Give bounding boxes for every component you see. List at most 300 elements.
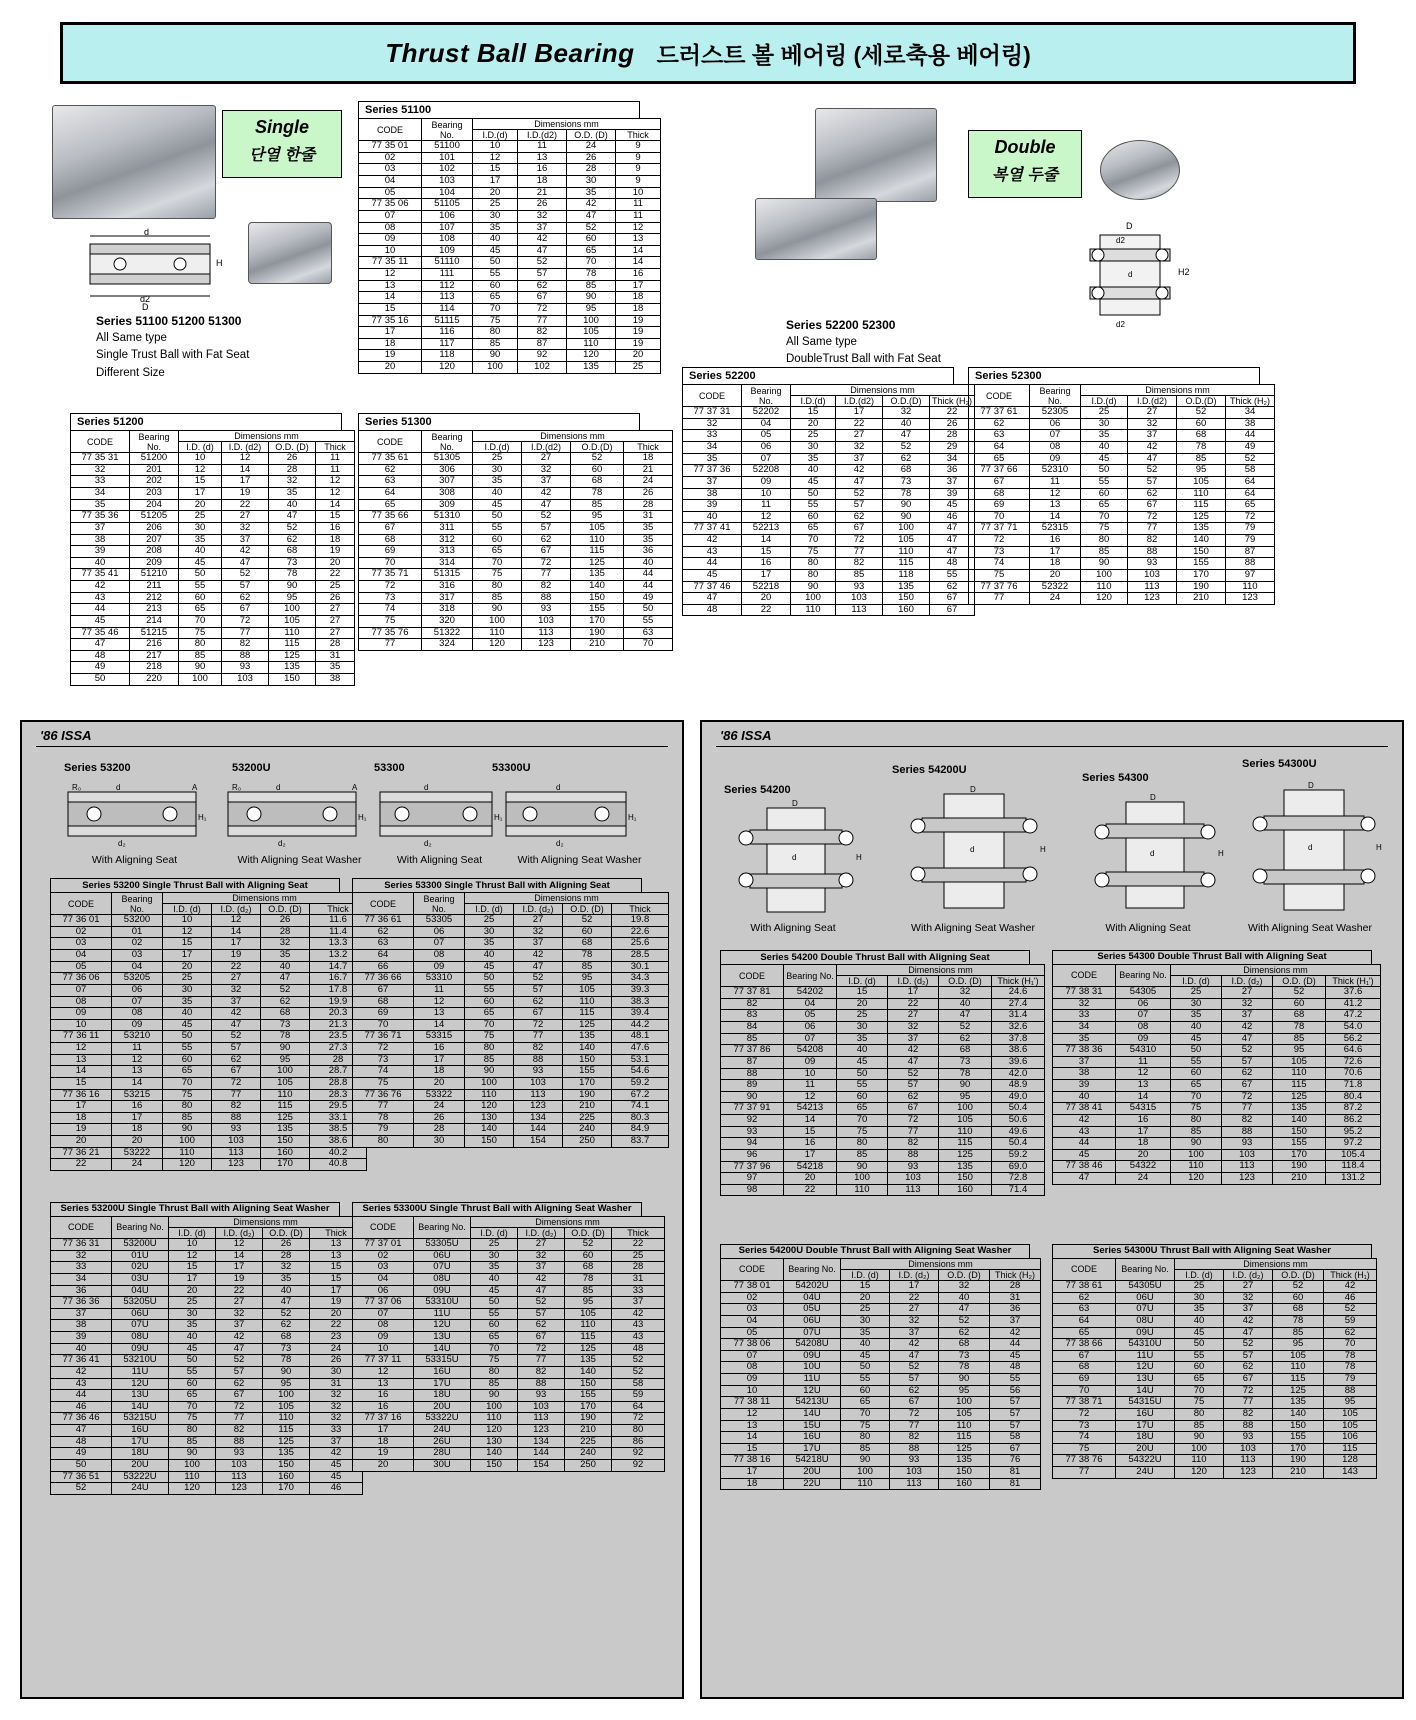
table-row: 72 16 80 82 140 47.6 <box>353 1043 669 1055</box>
table-row: 77 36 76 53322 110 113 190 67.2 <box>353 1089 669 1101</box>
table-53300-title: Series 53300 Single Thrust Ball with Aligning Seat <box>352 878 642 892</box>
table-row: 77 37 31 52202 15 17 32 22 <box>683 407 975 419</box>
title-english: Thrust Ball Bearing <box>385 37 635 68</box>
single-bearing-photo <box>52 105 216 219</box>
svg-text:d: d <box>792 853 797 862</box>
table-54300: CODE Bearing No. Dimensions mm I.D. (d) I.D. (d₂) O.D. (D) Thick (H₁') 77 38 31 54305 25 27 52 37.6 32 06 30 32 60 41.2 33 07 35 37 68 47.2 34 08 40 42 78 54.0 35 09 45 47 85 56.2 77 38 36 54310 50 52 95 64.6 37 11 55 57 105 72.6 38 12 60 62 110 70.6 39 13 65 67 115 71.8 40 14 70 72 125 80.4 77 38 41 54315 75 77 135 87.2 42 16 80 82 140 86.2 43 17 85 88 150 95.2 44 18 90 93 155 97.2 45 20 100 103 170 105.4 77 38 46 54322 110 113 190 118.4 47 24 120 123 210 131.2 <box>1052 964 1381 1185</box>
diagram-caption-4: With Aligning Seat Washer <box>517 854 642 866</box>
svg-text:d: d <box>1150 849 1155 858</box>
table-row: 98 22 110 113 160 71.4 <box>721 1184 1045 1196</box>
table-row: 04 08U 40 42 78 31 <box>353 1273 665 1285</box>
diagram-label-53300u: 53300U <box>492 762 531 774</box>
svg-text:d: d <box>424 783 429 792</box>
svg-text:d2: d2 <box>1116 320 1125 329</box>
table-row: 77 35 11 51110 50 52 70 14 <box>359 257 661 269</box>
table-row: 07 11U 55 57 105 42 <box>353 1308 665 1320</box>
table-54200u-wrap <box>720 1244 1041 1490</box>
svg-text:H₁: H₁ <box>358 813 367 822</box>
single-section-diagram <box>80 227 230 312</box>
table-54200u-title: Series 54200U Double Thrust Ball with Aligning Seat Washer <box>720 1244 1030 1258</box>
svg-text:d: d <box>144 227 150 237</box>
table-53200-wrap <box>50 878 367 1171</box>
table-row: 70 14 70 72 125 44.2 <box>353 1019 669 1031</box>
table-row: 52 24U 120 123 170 46 <box>51 1483 363 1495</box>
page-title <box>60 22 1356 84</box>
table-row: 66 09 45 47 85 30.1 <box>353 961 669 973</box>
table-54300-wrap <box>1052 950 1381 1185</box>
table-row: 63 07 35 37 68 44 <box>969 430 1275 442</box>
table-row: 05 104 20 21 35 10 <box>359 187 661 199</box>
table-row: 38 12 60 62 110 70.6 <box>1053 1068 1381 1080</box>
table-51100-title: Series 51100 <box>358 101 640 118</box>
table-row: 47 20 100 103 150 67 <box>683 593 975 605</box>
right-caption: Series 52200 52300 All Same type DoubleTrust Ball with Fat Seat <box>786 318 941 366</box>
table-row: 62 06 30 32 60 38 <box>969 418 1275 430</box>
table-row: 14 113 65 67 90 18 <box>359 292 661 304</box>
table-row: 77 37 86 54208 40 42 68 38.6 <box>721 1045 1045 1057</box>
table-row: 40 209 45 47 73 20 <box>71 557 355 569</box>
table-row: 14 13 65 67 100 28.7 <box>51 1066 367 1078</box>
table-row: 74 318 90 93 155 50 <box>359 604 673 616</box>
table-row: 74 18 90 93 155 88 <box>969 558 1275 570</box>
table-row: 19 118 90 92 120 20 <box>359 350 661 362</box>
table-row: 78 26 130 134 225 80.3 <box>353 1112 669 1124</box>
table-row: 67 11 55 57 105 39.3 <box>353 984 669 996</box>
table-row: 34 08 40 42 78 54.0 <box>1053 1021 1381 1033</box>
table-row: 17 16 80 82 115 29.5 <box>51 1101 367 1113</box>
table-row: 13 17U 85 88 150 58 <box>353 1378 665 1390</box>
table-row: 77 35 71 51315 75 77 135 44 <box>359 569 673 581</box>
table-row: 77 37 11 53315U 75 77 135 52 <box>353 1355 665 1367</box>
table-row: 22 24 120 123 170 40.8 <box>51 1159 367 1171</box>
table-52300-wrap <box>968 366 1275 605</box>
table-row: 06 09U 45 47 85 33 <box>353 1285 665 1297</box>
diagram-caption-1: With Aligning Seat <box>91 854 178 866</box>
table-row: 77 36 11 53210 50 52 78 23.5 <box>51 1031 367 1043</box>
table-row: 10 12U 60 62 95 56 <box>721 1385 1041 1397</box>
table-row: 34 06 30 32 52 29 <box>683 442 975 454</box>
table-row: 77 38 31 54305 25 27 52 37.6 <box>1053 987 1381 999</box>
table-row: 18 22U 110 113 160 81 <box>721 1478 1041 1490</box>
table-row: 43 15 75 77 110 47 <box>683 546 975 558</box>
table-row: 44 213 65 67 100 27 <box>71 604 355 616</box>
table-row: 72 316 80 82 140 44 <box>359 581 673 593</box>
table-51300-title: Series 51300 <box>358 413 640 430</box>
table-row: 65 09 45 47 85 52 <box>969 453 1275 465</box>
diagram-53200u <box>220 780 370 850</box>
table-row: 39 13 65 67 115 71.8 <box>1053 1080 1381 1092</box>
table-53200u: CODE Bearing No. Dimensions mm I.D. (d) I.D. (d₂) O.D. (D) Thick 77 36 31 53200U 10 12 26 13 32 01U 12 14 28 13 33 02U 15 17 32 15 34 03U 17 19 35 15 36 04U 20 22 40 17 77 36 36 53205U 25 27 47 19 37 06U 30 32 52 20 38 07U 35 37 62 22 39 08U 40 42 68 23 40 09U 45 47 73 24 77 36 41 53210U 50 52 78 26 42 11U 55 57 90 30 43 12U 60 62 95 31 44 13U 65 67 100 32 46 14U 70 72 105 32 77 36 46 53215U 75 77 110 32 47 16U 80 82 115 33 48 17U 85 88 125 37 49 18U 90 93 135 42 50 20U 100 103 150 45 77 36 51 53222U 110 113 160 45 52 24U 120 123 170 46 <box>50 1216 363 1495</box>
table-row: 13 12 60 62 95 28 <box>51 1054 367 1066</box>
table-row: 19 28U 140 144 240 92 <box>353 1448 665 1460</box>
table-row: 35 09 45 47 85 56.2 <box>1053 1033 1381 1045</box>
left-caption: Series 51100 51200 51300 All Same type Single Trust Ball with Fat Seat Different Size <box>96 314 250 379</box>
table-row: 02 06U 30 32 60 25 <box>353 1250 665 1262</box>
table-row: 34 203 17 19 35 12 <box>71 488 355 500</box>
table-row: 08 107 35 37 52 12 <box>359 222 661 234</box>
table-row: 45 17 80 85 118 55 <box>683 569 975 581</box>
table-row: 77 35 31 51200 10 12 26 11 <box>71 453 355 465</box>
table-row: 33 07 35 37 68 47.2 <box>1053 1010 1381 1022</box>
diagram-label-54200: Series 54200 <box>724 784 791 796</box>
table-row: 42 14 70 72 105 47 <box>683 535 975 547</box>
table-row: 77 38 01 54202U 15 17 32 28 <box>721 1281 1041 1293</box>
table-row: 14 16U 80 82 115 58 <box>721 1432 1041 1444</box>
table-row: 49 218 90 93 135 35 <box>71 662 355 674</box>
diagram-caption-r4: With Aligning Seat Washer <box>1248 922 1372 934</box>
table-row: 67 11 55 57 105 64 <box>969 476 1275 488</box>
svg-text:H: H <box>216 258 223 268</box>
svg-text:d2: d2 <box>140 294 151 304</box>
table-53300u-title: Series 53300U Single Thrust Ball with Aligning Seat Washer <box>352 1202 642 1216</box>
table-row: 68 12 60 62 110 38.3 <box>353 996 669 1008</box>
svg-text:d: d <box>556 783 561 792</box>
table-row: 77 37 01 53305U 25 27 52 22 <box>353 1239 665 1251</box>
table-row: 77 36 36 53205U 25 27 47 19 <box>51 1297 363 1309</box>
table-row: 77 37 76 52322 110 113 190 110 <box>969 581 1275 593</box>
table-row: 18 117 85 87 110 19 <box>359 338 661 350</box>
table-row: 73 17 85 88 150 53.1 <box>353 1054 669 1066</box>
table-row: 67 311 55 57 105 35 <box>359 522 673 534</box>
table-row: 04 103 17 18 30 9 <box>359 176 661 188</box>
table-row: 65 309 45 47 85 28 <box>359 499 673 511</box>
table-row: 77 36 21 53222 110 113 160 40.2 <box>51 1147 367 1159</box>
table-row: 38 207 35 37 62 18 <box>71 534 355 546</box>
table-row: 77 36 06 53205 25 27 47 16.7 <box>51 973 367 985</box>
table-52200-title: Series 52200 <box>682 367 954 384</box>
double-bearing-photo <box>815 108 937 202</box>
table-row: 75 320 100 103 170 55 <box>359 615 673 627</box>
table-row: 15 17U 85 88 125 67 <box>721 1443 1041 1455</box>
diagram-label-54200u: Series 54200U <box>892 764 967 776</box>
table-row: 77 38 11 54213U 65 67 100 57 <box>721 1397 1041 1409</box>
table-row: 83 05 25 27 47 31.4 <box>721 1010 1045 1022</box>
table-row: 77 38 66 54310U 50 52 95 70 <box>1053 1339 1377 1351</box>
table-52200-wrap <box>682 366 975 616</box>
double-bearing-photo-3 <box>1100 140 1180 200</box>
svg-text:A: A <box>192 783 198 792</box>
svg-text:A: A <box>352 783 358 792</box>
table-row: 65 09U 45 47 85 62 <box>1053 1327 1377 1339</box>
table-53300-wrap <box>352 878 669 1148</box>
diagram-caption-2: With Aligning Seat Washer <box>237 854 362 866</box>
table-row: 19 18 90 93 135 38.5 <box>51 1124 367 1136</box>
table-row: 48 17U 85 88 125 37 <box>51 1436 363 1448</box>
table-row: 44 13U 65 67 100 32 <box>51 1390 363 1402</box>
table-row: 72 16 80 82 140 79 <box>969 535 1275 547</box>
svg-text:H: H <box>1376 843 1382 852</box>
table-54300-title: Series 54300 Double Thrust Ball with Aligning Seat <box>1052 950 1372 964</box>
table-row: 77 36 01 53200 10 12 26 11.6 <box>51 915 367 927</box>
table-row: 75 20 100 103 170 59.2 <box>353 1077 669 1089</box>
double-bearing-photo-2 <box>755 198 877 260</box>
table-row: 38 07U 35 37 62 22 <box>51 1320 363 1332</box>
table-row: 32 01U 12 14 28 13 <box>51 1250 363 1262</box>
table-row: 39 11 55 57 90 45 <box>683 500 975 512</box>
table-row: 12 14U 70 72 105 57 <box>721 1408 1041 1420</box>
diagram-53300 <box>374 780 502 850</box>
table-row: 63 07 35 37 68 25.6 <box>353 938 669 950</box>
table-row: 40 09U 45 47 73 24 <box>51 1343 363 1355</box>
table-row: 77 36 46 53215U 75 77 110 32 <box>51 1413 363 1425</box>
diagram-53200 <box>60 780 210 850</box>
table-row: 49 18U 90 93 135 42 <box>51 1448 363 1460</box>
table-52300: CODE Bearing No. Dimensions mm I.D.(d) I.D.(d2) O.D.(D) Thick (H₂) 77 37 61 52305 25 27 52 34 62 06 30 32 60 38 63 07 35 37 68 44 64 08 40 42 78 49 65 09 45 47 85 52 77 37 66 52310 50 52 95 58 67 11 55 57 105 64 68 12 60 62 110 64 69 13 65 67 115 65 70 14 70 72 125 72 77 37 71 52315 75 77 135 79 72 16 80 82 140 79 73 17 85 88 150 87 74 18 90 93 155 88 75 20 100 103 170 97 77 37 76 52322 110 113 190 110 77 24 120 123 210 123 <box>968 384 1275 605</box>
svg-text:D: D <box>792 799 798 808</box>
table-row: 68 12U 60 62 110 78 <box>1053 1362 1377 1374</box>
table-row: 44 16 80 82 115 48 <box>683 558 975 570</box>
table-row: 68 312 60 62 110 35 <box>359 534 673 546</box>
table-row: 94 16 80 82 115 50.4 <box>721 1138 1045 1150</box>
table-row: 37 11 55 57 105 72.6 <box>1053 1056 1381 1068</box>
table-row: 12 16U 80 82 140 52 <box>353 1366 665 1378</box>
diagram-caption-3: With Aligning Seat <box>396 854 483 866</box>
table-row: 05 04 20 22 40 14.7 <box>51 961 367 973</box>
diagram-54200 <box>722 800 872 920</box>
table-row: 03 07U 35 37 68 28 <box>353 1262 665 1274</box>
svg-text:d: d <box>1128 270 1133 279</box>
svg-text:d₂: d₂ <box>278 839 286 848</box>
table-row: 77 24U 120 123 210 143 <box>1053 1467 1377 1479</box>
table-54200u: CODE Bearing No. Dimensions mm I.D. (d) I.D. (d₂) O.D. (D) Thick (H₂) 77 38 01 54202U 15 17 32 28 02 04U 20 22 40 31 03 05U 25 27 47 36 04 06U 30 32 52 37 05 07U 35 37 62 42 77 38 06 54208U 40 42 68 44 07 09U 45 47 73 45 08 10U 50 52 78 48 09 11U 55 57 90 55 10 12U 60 62 95 56 77 38 11 54213U 65 67 100 57 12 14U 70 72 105 57 13 15U 75 77 110 57 14 16U 80 82 115 58 15 17U 85 88 125 67 77 38 16 54218U 90 93 135 76 17 20U 100 103 150 81 18 22U 110 113 160 81 <box>720 1258 1041 1490</box>
table-row: 69 13 65 67 115 65 <box>969 500 1275 512</box>
table-row: 36 04U 20 22 40 17 <box>51 1285 363 1297</box>
table-54200-title: Series 54200 Double Thrust Ball with Aligning Seat <box>720 950 1030 964</box>
table-row: 10 109 45 47 65 14 <box>359 245 661 257</box>
table-row: 12 111 55 57 78 16 <box>359 269 661 281</box>
table-row: 64 08 40 42 78 49 <box>969 442 1275 454</box>
table-54300u-title: Series 54300U Thrust Ball with Aligning Seat Washer <box>1052 1244 1372 1258</box>
table-row: 77 38 16 54218U 90 93 135 76 <box>721 1455 1041 1467</box>
diagram-caption-r1: With Aligning Seat <box>750 922 836 934</box>
table-row: 82 04 20 22 40 27.4 <box>721 998 1045 1010</box>
table-row: 85 07 35 37 62 37.8 <box>721 1033 1045 1045</box>
table-row: 02 01 12 14 28 11.4 <box>51 926 367 938</box>
table-row: 05 07U 35 37 62 42 <box>721 1327 1041 1339</box>
svg-text:H₁: H₁ <box>494 813 503 822</box>
diagram-label-53200: Series 53200 <box>64 762 131 774</box>
table-row: 32 06 30 32 60 41.2 <box>1053 998 1381 1010</box>
table-row: 48 217 85 88 125 31 <box>71 650 355 662</box>
table-52300-title: Series 52300 <box>968 367 1260 384</box>
single-label: Single 단열 한줄 <box>222 110 342 178</box>
table-row: 33 05 25 27 47 28 <box>683 430 975 442</box>
table-row: 87 09 45 47 73 39.6 <box>721 1056 1045 1068</box>
table-row: 75 20 100 103 170 97 <box>969 569 1275 581</box>
issa-panel-right: '86 ISSA Series 54200 Series 54200U Series 54300 Series 54300U D d H D d H D d H D d H With Aligning Seat With Aligning Seat Washer With Aligning Seat With Aligning Seat Washer Series 54200 Double Thrust Ball with Aligning Seat CODE Bearing No. Dimensions mm I.D. (d) I.D. (d₂) O.D. (D) Thick (H₁') 77 37 81 54202 15 17 32 24.6 82 04 20 22 40 27.4 83 05 25 27 47 31.4 84 06 30 32 52 32.6 85 07 35 37 62 37.8 77 37 86 54208 40 42 68 38.6 87 09 45 47 73 39.6 88 10 50 52 78 42.0 89 11 55 57 90 48.9 90 12 60 62 95 49.0 77 37 91 54213 65 67 100 50.4 92 14 70 72 105 50.6 93 15 75 77 110 49.6 94 16 80 82 115 50.4 96 17 85 88 125 59.2 77 37 96 54218 90 93 135 69.0 97 20 100 103 150 72.8 98 22 110 113 160 71.4 Series 54300 Double Thrust Ball with Aligning Seat CODE Bearing No. Dimensions mm I.D. (d) I.D. (d₂) O.D. (D) Thick (H₁') 77 38 31 54305 25 27 52 37.6 32 06 30 32 60 41.2 33 07 35 37 68 47.2 34 08 40 42 78 54.0 35 09 45 47 85 56.2 77 38 36 54310 50 52 95 64.6 37 11 55 57 105 72.6 38 12 60 62 110 70.6 39 13 65 67 115 71.8 40 14 70 72 125 80.4 77 38 41 54315 75 77 135 87.2 42 16 80 82 140 86.2 43 17 85 88 150 95.2 44 18 90 93 155 97.2 45 20 100 103 170 105.4 77 38 46 54322 110 113 190 118.4 47 24 120 123 210 131.2 Series 54200U Double Thrust Ball with Aligning Seat Washer CODE Bearing No. Dimensions mm I.D. (d) I.D. (d₂) O.D. (D) Thick (H₂) 77 38 01 54202U 15 17 32 28 02 04U 20 22 40 31 03 05U 25 27 47 36 04 06U 30 32 52 37 05 07U 35 37 62 42 77 38 06 54208U 40 42 68 44 07 09U 45 47 73 45 08 10U 50 52 78 48 09 11U 55 57 90 55 10 12U 60 62 95 56 77 38 11 54213U 65 67 100 57 12 14U 70 72 105 57 13 15U 75 77 110 57 14 16U 80 82 115 58 15 17U 85 88 125 67 77 38 16 54218U 90 93 135 76 17 20U 100 103 150 81 18 22U 110 113 160 81 Series 54300U Thrust Ball with Aligning Seat Washer CODE Bearing No. Dimensions mm I.D. (d) I.D. (d₂) O.D. (D) Thick (H₁) 77 38 61 54305U 25 27 52 42 62 06U 30 32 60 46 63 07U 35 37 68 52 64 08U 40 42 78 59 65 09U 45 47 85 62 77 38 66 54310U 50 52 95 70 67 11U 55 57 105 78 68 12U 60 62 110 78 69 13U 65 67 115 79 70 14U 70 72 125 88 77 38 71 54315U 75 77 135 95 72 16U 80 82 140 105 73 17U 85 88 150 105 74 18U 90 93 155 106 75 20U 100 103 170 115 77 38 76 54322U 110 113 190 128 77 24U 120 123 210 143 <box>700 720 1404 1699</box>
diagram-54300u <box>1238 780 1388 920</box>
table-row: 08 07 35 37 62 19.9 <box>51 996 367 1008</box>
title-korean: 드러스트 볼 베어링 (세로축용 베어링) <box>656 41 1031 68</box>
table-row: 32 04 20 22 40 26 <box>683 418 975 430</box>
issa-panel-left: '86 ISSA Series 53200 53200U 53300 53300U R₀ d A d₂ H₁ R₀ d A d₂ H₁ d d₂ H₁ d d₂ H₁ With Aligning Seat With Aligning Seat Washer With Aligning Seat With Aligning Seat Washer Series 53200 Single Thrust Ball with Aligning Seat CODE Bearing No. Dimensions mm I.D. (d) I.D. (d₂) O.D. (D) Thick 77 36 01 53200 10 12 26 11.6 02 01 12 14 28 11.4 03 02 15 17 32 13.3 04 03 17 19 35 13.2 05 04 20 22 40 14.7 77 36 06 53205 25 27 47 16.7 07 06 30 32 52 17.8 08 07 35 37 62 19.9 09 08 40 42 68 20.3 10 09 45 47 73 21.3 77 36 11 53210 50 52 78 23.5 12 11 55 57 90 27.3 13 12 60 62 95 28 14 13 65 67 100 28.7 15 14 70 72 105 28.8 77 36 16 53215 75 77 110 28.3 17 16 80 82 115 29.5 18 17 85 88 125 33.1 19 18 90 93 135 38.5 20 20 100 103 150 38.6 77 36 21 53222 110 113 160 40.2 22 24 120 123 170 40.8 Series 53300 Single Thrust Ball with Aligning Seat CODE Bearing No. Dimensions mm I.D. (d) I.D. (d₂) O.D. (D) Thick 77 36 61 53305 25 27 52 19.8 62 06 30 32 60 22.6 63 07 35 37 68 25.6 64 08 40 42 78 28.5 66 09 45 47 85 30.1 77 36 66 53310 50 52 95 34.3 67 11 55 57 105 39.3 68 12 60 62 110 38.3 69 13 65 67 115 39.4 70 14 70 72 125 44.2 77 36 71 53315 75 77 135 48.1 72 16 80 82 140 47.6 73 17 85 88 150 53.1 74 18 90 93 155 54.6 75 20 100 103 170 59.2 77 36 76 53322 110 113 190 67.2 77 24 120 123 210 74.1 78 26 130 134 225 80.3 79 28 140 144 240 84.9 80 30 150 154 250 83.7 Series 53200U Single Thrust Ball with Aligning Seat Washer CODE Bearing No. Dimensions mm I.D. (d) I.D. (d₂) O.D. (D) Thick 77 36 31 53200U 10 12 26 13 32 01U 12 14 28 13 33 02U 15 17 32 15 34 03U 17 19 35 15 36 04U 20 22 40 17 77 36 36 53205U 25 27 47 19 37 06U 30 32 52 20 38 07U 35 37 62 22 39 08U 40 42 68 23 40 09U 45 47 73 24 77 36 41 53210U 50 52 78 26 42 11U 55 57 90 30 43 12U 60 62 95 31 44 13U 65 67 100 32 46 14U 70 72 105 32 77 36 46 53215U 75 77 110 32 47 16U 80 82 115 33 48 17U 85 88 125 37 49 18U 90 93 135 42 50 20U 100 103 150 45 77 36 51 53222U 110 113 160 45 52 24U 120 123 170 46 Series 53300U Single Thrust Ball with Aligning Seat Washer CODE Bearing No. Dimensions mm I.D. (d) I.D. (d₂) O.D. (D) Thick 77 37 01 53305U 25 27 52 22 02 06U 30 32 60 25 03 07U 35 37 68 28 04 08U 40 42 78 31 06 09U 45 47 85 33 77 37 06 53310U 50 52 95 37 07 11U 55 57 105 42 08 12U 60 62 110 43 09 13U 65 67 115 43 10 14U 70 72 125 48 77 37 11 53315U 75 77 135 52 12 16U 80 82 140 52 13 17U 85 88 150 58 16 18U 90 93 155 59 16 20U 100 103 170 64 77 37 16 53322U 110 113 190 72 17 24U 120 123 210 80 18 26U 130 134 225 86 19 28U 140 144 240 92 20 30U 150 154 250 92 <box>20 720 684 1699</box>
diagram-54200u <box>892 784 1057 919</box>
table-51300-wrap <box>358 412 673 651</box>
table-row: 20 120 100 102 135 25 <box>359 362 661 374</box>
table-row: 88 10 50 52 78 42.0 <box>721 1068 1045 1080</box>
table-row: 32 201 12 14 28 11 <box>71 464 355 476</box>
table-row: 77 37 66 52310 50 52 95 58 <box>969 465 1275 477</box>
table-row: 38 10 50 52 78 39 <box>683 488 975 500</box>
table-row: 74 18 90 93 155 54.6 <box>353 1066 669 1078</box>
table-row: 33 202 15 17 32 12 <box>71 476 355 488</box>
diagram-label-54300: Series 54300 <box>1082 772 1149 784</box>
table-row: 77 35 16 51115 75 77 100 19 <box>359 315 661 327</box>
table-row: 09 11U 55 57 90 55 <box>721 1374 1041 1386</box>
table-row: 62 06U 30 32 60 46 <box>1053 1292 1377 1304</box>
table-row: 77 37 36 52208 40 42 68 36 <box>683 465 975 477</box>
diagram-53300u <box>500 780 638 850</box>
table-row: 92 14 70 72 105 50.6 <box>721 1115 1045 1127</box>
table-row: 46 14U 70 72 105 32 <box>51 1401 363 1413</box>
table-row: 43 212 60 62 95 26 <box>71 592 355 604</box>
table-row: 77 36 16 53215 75 77 110 28.3 <box>51 1089 367 1101</box>
table-row: 77 35 01 51100 10 11 24 9 <box>359 141 661 153</box>
table-row: 07 06 30 32 52 17.8 <box>51 984 367 996</box>
table-row: 77 38 36 54310 50 52 95 64.6 <box>1053 1045 1381 1057</box>
table-row: 73 17U 85 88 150 105 <box>1053 1420 1377 1432</box>
table-row: 42 16 80 82 140 86.2 <box>1053 1114 1381 1126</box>
table-51100-wrap <box>358 100 661 374</box>
table-row: 62 306 30 32 60 21 <box>359 464 673 476</box>
table-54200-wrap <box>720 950 1045 1196</box>
table-row: 73 317 85 88 150 49 <box>359 592 673 604</box>
table-row: 77 37 81 54202 15 17 32 24.6 <box>721 987 1045 999</box>
table-53200: CODE Bearing No. Dimensions mm I.D. (d) I.D. (d₂) O.D. (D) Thick 77 36 01 53200 10 12 26 11.6 02 01 12 14 28 11.4 03 02 15 17 32 13.3 04 03 17 19 35 13.2 05 04 20 22 40 14.7 77 36 06 53205 25 27 47 16.7 07 06 30 32 52 17.8 08 07 35 37 62 19.9 09 08 40 42 68 20.3 10 09 45 47 73 21.3 77 36 11 53210 50 52 78 23.5 12 11 55 57 90 27.3 13 12 60 62 95 28 14 13 65 67 100 28.7 15 14 70 72 105 28.8 77 36 16 53215 75 77 110 28.3 17 16 80 82 115 29.5 18 17 85 88 125 33.1 19 18 90 93 135 38.5 20 20 100 103 150 38.6 77 36 21 53222 110 113 160 40.2 22 24 120 123 170 40.8 <box>50 892 367 1171</box>
table-53200u-wrap <box>50 1202 363 1495</box>
table-row: 96 17 85 88 125 59.2 <box>721 1149 1045 1161</box>
svg-text:d: d <box>1308 843 1313 852</box>
table-row: 63 307 35 37 68 24 <box>359 476 673 488</box>
table-row: 07 09U 45 47 73 45 <box>721 1350 1041 1362</box>
svg-text:d2: d2 <box>1116 236 1125 245</box>
table-row: 20 20 100 103 150 38.6 <box>51 1136 367 1148</box>
table-row: 17 116 80 82 105 19 <box>359 327 661 339</box>
table-row: 40 14 70 72 125 80.4 <box>1053 1091 1381 1103</box>
table-row: 93 15 75 77 110 49.6 <box>721 1126 1045 1138</box>
table-row: 77 37 06 53310U 50 52 95 37 <box>353 1297 665 1309</box>
table-row: 42 211 55 57 90 25 <box>71 581 355 593</box>
table-row: 77 36 71 53315 75 77 135 48.1 <box>353 1031 669 1043</box>
table-row: 77 37 71 52315 75 77 135 79 <box>969 523 1275 535</box>
table-row: 45 214 70 72 105 27 <box>71 615 355 627</box>
table-row: 77 38 46 54322 110 113 190 118.4 <box>1053 1161 1381 1173</box>
table-row: 34 03U 17 19 35 15 <box>51 1273 363 1285</box>
cage-photo <box>248 222 332 284</box>
table-row: 77 35 61 51305 25 27 52 18 <box>359 453 673 465</box>
table-53300u: CODE Bearing No. Dimensions mm I.D. (d) I.D. (d₂) O.D. (D) Thick 77 37 01 53305U 25 27 52 22 02 06U 30 32 60 25 03 07U 35 37 68 28 04 08U 40 42 78 31 06 09U 45 47 85 33 77 37 06 53310U 50 52 95 37 07 11U 55 57 105 42 08 12U 60 62 110 43 09 13U 65 67 115 43 10 14U 70 72 125 48 77 37 11 53315U 75 77 135 52 12 16U 80 82 140 52 13 17U 85 88 150 58 16 18U 90 93 155 59 16 20U 100 103 170 64 77 37 16 53322U 110 113 190 72 17 24U 120 123 210 80 18 26U 130 134 225 86 19 28U 140 144 240 92 20 30U 150 154 250 92 <box>352 1216 665 1472</box>
diagram-caption-r2: With Aligning Seat Washer <box>911 922 1035 934</box>
svg-text:D: D <box>970 785 976 794</box>
table-row: 44 18 90 93 155 97.2 <box>1053 1138 1381 1150</box>
table-row: 77 38 71 54315U 75 77 135 95 <box>1053 1397 1377 1409</box>
table-row: 33 02U 15 17 32 15 <box>51 1262 363 1274</box>
table-row: 77 37 61 52305 25 27 52 34 <box>969 407 1275 419</box>
table-row: 77 38 06 54208U 40 42 68 44 <box>721 1339 1041 1351</box>
table-row: 77 37 96 54218 90 93 135 69.0 <box>721 1161 1045 1173</box>
table-row: 77 35 66 51310 50 52 95 31 <box>359 511 673 523</box>
table-row: 67 11U 55 57 105 78 <box>1053 1350 1377 1362</box>
table-row: 70 314 70 72 125 40 <box>359 557 673 569</box>
svg-text:H₁: H₁ <box>198 813 207 822</box>
table-row: 70 14 70 72 125 72 <box>969 511 1275 523</box>
table-51300: CODE Bearing No. Dimensions mm I.D.(d) I.D.(d2) O.D.(D) Thick 77 35 61 51305 25 27 52 18 62 306 30 32 60 21 63 307 35 37 68 24 64 308 40 42 78 26 65 309 45 47 85 28 77 35 66 51310 50 52 95 31 67 311 55 57 105 35 68 312 60 62 110 35 69 313 65 67 115 36 70 314 70 72 125 40 77 35 71 51315 75 77 135 44 72 316 80 82 140 44 73 317 85 88 150 49 74 318 90 93 155 50 75 320 100 103 170 55 77 35 76 51322 110 113 190 63 77 324 120 123 210 70 <box>358 430 673 651</box>
table-row: 39 208 40 42 68 19 <box>71 546 355 558</box>
table-row: 37 06U 30 32 52 20 <box>51 1308 363 1320</box>
svg-text:D: D <box>1126 221 1133 231</box>
table-53300: CODE Bearing No. Dimensions mm I.D. (d) I.D. (d₂) O.D. (D) Thick 77 36 61 53305 25 27 52 19.8 62 06 30 32 60 22.6 63 07 35 37 68 25.6 64 08 40 42 78 28.5 66 09 45 47 85 30.1 77 36 66 53310 50 52 95 34.3 67 11 55 57 105 39.3 68 12 60 62 110 38.3 69 13 65 67 115 39.4 70 14 70 72 125 44.2 77 36 71 53315 75 77 135 48.1 72 16 80 82 140 47.6 73 17 85 88 150 53.1 74 18 90 93 155 54.6 75 20 100 103 170 59.2 77 36 76 53322 110 113 190 67.2 77 24 120 123 210 74.1 78 26 130 134 225 80.3 79 28 140 144 240 84.9 80 30 150 154 250 83.7 <box>352 892 669 1148</box>
table-51100: CODE Bearing No. Dimensions mm I.D.(d) I.D.(d2) O.D. (D) Thick 77 35 01 51100 10 11 24 9 02 101 12 13 26 9 03 102 15 16 28 9 04 103 17 18 30 9 05 104 20 21 35 10 77 35 06 51105 25 26 42 11 07 106 30 32 47 11 08 107 35 37 52 12 09 108 40 42 60 13 10 109 45 47 65 14 77 35 11 51110 50 52 70 14 12 111 55 57 78 16 13 112 60 62 85 17 14 113 65 67 90 18 15 114 70 72 95 18 77 35 16 51115 75 77 100 19 17 116 80 82 105 19 18 117 85 87 110 19 19 118 90 92 120 20 20 120 100 102 135 25 <box>358 118 661 374</box>
table-row: 89 11 55 57 90 48.9 <box>721 1080 1045 1092</box>
diagram-label-54300u: Series 54300U <box>1242 758 1317 770</box>
table-row: 47 24 120 123 210 131.2 <box>1053 1173 1381 1185</box>
svg-text:D: D <box>142 302 149 312</box>
table-row: 79 28 140 144 240 84.9 <box>353 1124 669 1136</box>
table-54300u-wrap <box>1052 1244 1377 1479</box>
table-row: 73 17 85 88 150 87 <box>969 546 1275 558</box>
double-label: Double 복열 두줄 <box>968 130 1082 198</box>
table-row: 17 20U 100 103 150 81 <box>721 1467 1041 1479</box>
table-51200-title: Series 51200 <box>70 413 342 430</box>
table-row: 09 108 40 42 60 13 <box>359 234 661 246</box>
table-row: 13 15U 75 77 110 57 <box>721 1420 1041 1432</box>
diagram-54300 <box>1080 792 1230 918</box>
diagram-label-53200u: 53200U <box>232 762 271 774</box>
table-row: 77 38 76 54322U 110 113 190 128 <box>1053 1455 1377 1467</box>
table-row: 75 20U 100 103 170 115 <box>1053 1443 1377 1455</box>
table-53200-title: Series 53200 Single Thrust Ball with Aligning Seat <box>50 878 340 892</box>
table-row: 03 02 15 17 32 13.3 <box>51 938 367 950</box>
table-row: 77 36 31 53200U 10 12 26 13 <box>51 1239 363 1251</box>
table-51200: CODE Bearing No. Dimensions mm I.D. (d) I.D. (d2) O.D. (D) Thick 77 35 31 51200 10 12 26 11 32 201 12 14 28 11 33 202 15 17 32 12 34 203 17 19 35 12 35 204 20 22 40 14 77 35 36 51205 25 27 47 15 37 206 30 32 52 16 38 207 35 37 62 18 39 208 40 42 68 19 40 209 45 47 73 20 77 35 41 51210 50 52 78 22 42 211 55 57 90 25 43 212 60 62 95 26 44 213 65 67 100 27 45 214 70 72 105 27 77 35 46 51215 75 77 110 27 47 216 80 82 115 28 48 217 85 88 125 31 49 218 90 93 135 35 50 220 100 103 150 38 <box>70 430 355 686</box>
table-row: 43 12U 60 62 95 31 <box>51 1378 363 1390</box>
table-row: 50 220 100 103 150 38 <box>71 674 355 686</box>
table-54300u: CODE Bearing No. Dimensions mm I.D. (d) I.D. (d₂) O.D. (D) Thick (H₁) 77 38 61 54305U 25 27 52 42 62 06U 30 32 60 46 63 07U 35 37 68 52 64 08U 40 42 78 59 65 09U 45 47 85 62 77 38 66 54310U 50 52 95 70 67 11U 55 57 105 78 68 12U 60 62 110 78 69 13U 65 67 115 79 70 14U 70 72 125 88 77 38 71 54315U 75 77 135 95 72 16U 80 82 140 105 73 17U 85 88 150 105 74 18U 90 93 155 106 75 20U 100 103 170 115 77 38 76 54322U 110 113 190 128 77 24U 120 123 210 143 <box>1052 1258 1377 1479</box>
svg-text:R₀: R₀ <box>232 783 242 792</box>
table-row: 63 07U 35 37 68 52 <box>1053 1304 1377 1316</box>
table-row: 90 12 60 62 95 49.0 <box>721 1091 1045 1103</box>
table-row: 80 30 150 154 250 83.7 <box>353 1136 669 1148</box>
svg-text:d₂: d₂ <box>556 839 564 848</box>
table-row: 77 35 41 51210 50 52 78 22 <box>71 569 355 581</box>
table-row: 45 20 100 103 170 105.4 <box>1053 1149 1381 1161</box>
svg-text:d: d <box>970 845 975 854</box>
table-row: 02 101 12 13 26 9 <box>359 152 661 164</box>
table-row: 70 14U 70 72 125 88 <box>1053 1385 1377 1397</box>
table-row: 77 35 36 51205 25 27 47 15 <box>71 511 355 523</box>
table-row: 16 18U 90 93 155 59 <box>353 1390 665 1402</box>
table-row: 77 35 46 51215 75 77 110 27 <box>71 627 355 639</box>
table-row: 07 106 30 32 47 11 <box>359 210 661 222</box>
table-53200u-title: Series 53200U Single Thrust Ball with Aligning Seat Washer <box>50 1202 340 1216</box>
table-row: 77 37 91 54213 65 67 100 50.4 <box>721 1103 1045 1115</box>
table-row: 20 30U 150 154 250 92 <box>353 1459 665 1471</box>
table-row: 77 24 120 123 210 123 <box>969 593 1275 605</box>
svg-text:H₁: H₁ <box>628 813 637 822</box>
svg-text:H: H <box>1218 849 1224 858</box>
table-row: 40 12 60 62 90 46 <box>683 511 975 523</box>
table-row: 42 11U 55 57 90 30 <box>51 1366 363 1378</box>
table-row: 09 13U 65 67 115 43 <box>353 1332 665 1344</box>
svg-text:H2: H2 <box>1178 267 1190 277</box>
table-row: 48 22 110 113 160 67 <box>683 604 975 616</box>
svg-text:d: d <box>116 783 121 792</box>
table-row: 64 08 40 42 78 28.5 <box>353 950 669 962</box>
table-row: 77 36 51 53222U 110 113 160 45 <box>51 1471 363 1483</box>
table-row: 17 24U 120 123 210 80 <box>353 1425 665 1437</box>
table-row: 15 114 70 72 95 18 <box>359 303 661 315</box>
table-row: 03 102 15 16 28 9 <box>359 164 661 176</box>
